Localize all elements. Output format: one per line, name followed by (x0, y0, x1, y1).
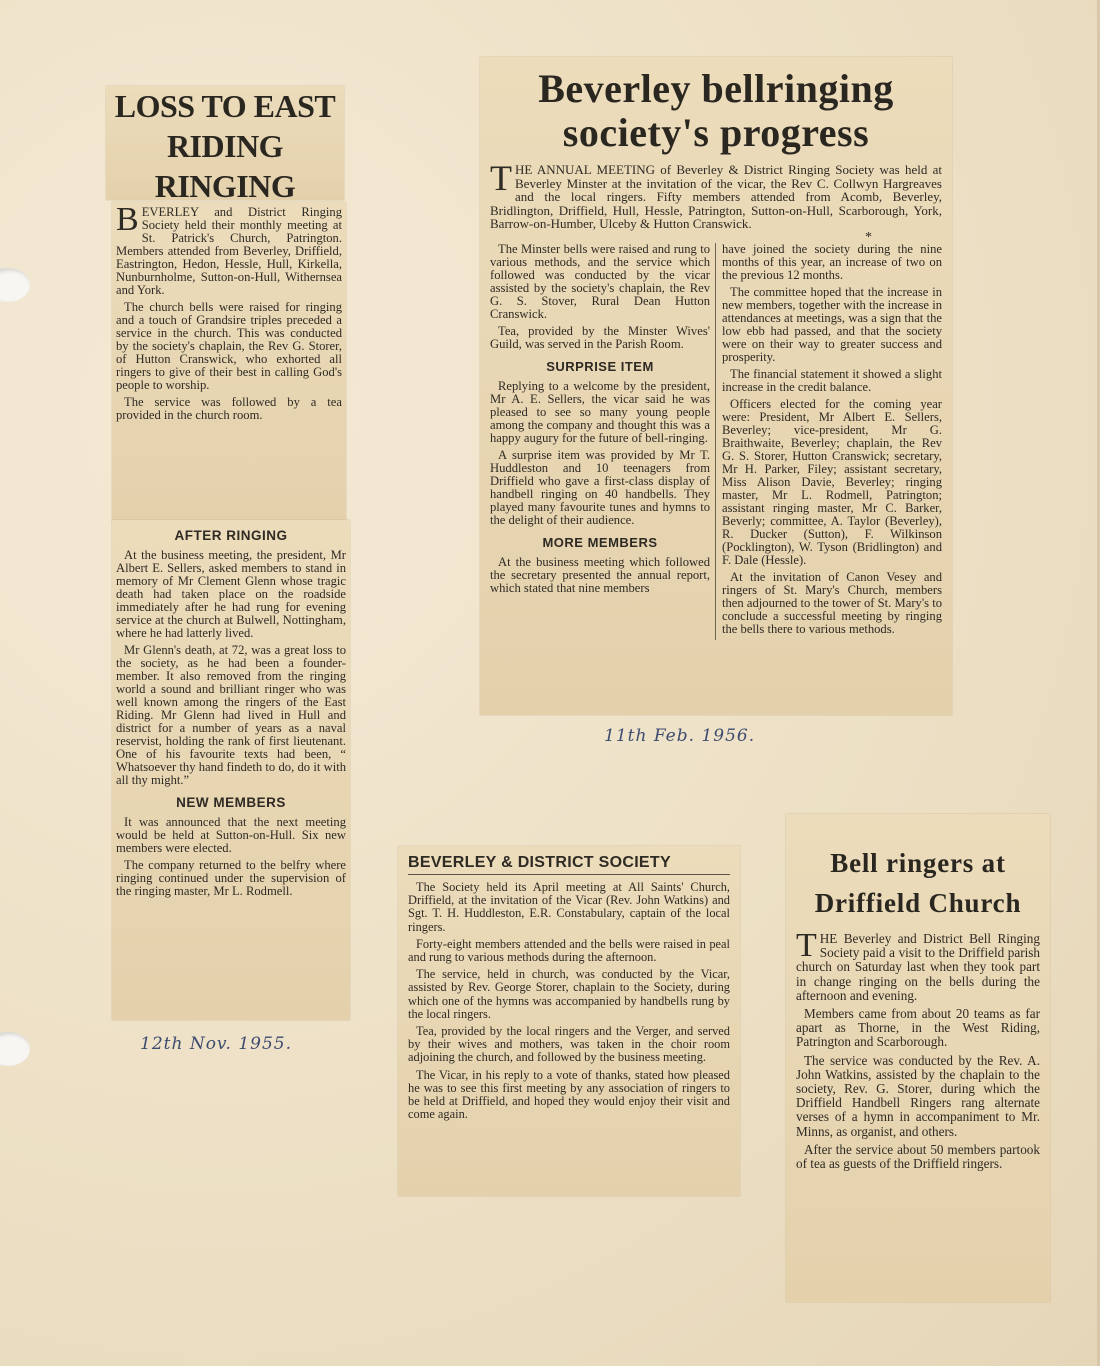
headline-line: RINGING (154, 168, 296, 200)
headline-line: Driffield Church (814, 888, 1022, 918)
clipping-loss-to-east-riding-headline (106, 86, 344, 200)
separator-star: * (865, 229, 872, 245)
paragraph: The service was conducted by the Rev. A. John Watkins, assisted by the chaplain to the society, Rev. G. Storer, during which the Driffield Handbell Ringers rang alternate verses of a hymn in accompaniment to Mr. Minns, as organist, and others. (796, 1052, 1040, 1139)
right-column (722, 243, 942, 640)
paragraph: It was announced that the next meeting would be held at Sutton-on-Hull. Six new members were elected. (116, 815, 346, 855)
headline-line: Bell ringers at (830, 848, 1006, 878)
handwritten-date: 12th Nov. 1955. (140, 1034, 292, 1054)
headline: BEVERLEY & DISTRICT SOCIETY (408, 854, 730, 875)
paragraph: The Society held its April meeting at All Saints' Church, Driffield, at the invitation of the Vicar (Rev. John Watkins) and Sgt. T. H. Huddleston, E.R. Constabulary, captain of the local ringers. (408, 880, 730, 934)
paragraph: The company returned to the belfry where ringing continued under the supervision of the ringing master, Mr L. Rodmell. (116, 858, 346, 898)
paragraph: have joined the society during the nine months of this year, an increase of two on the previous 12 months. (722, 241, 942, 282)
lead-paragraph: THE ANNUAL MEETING of Beverley & District Ringing Society was held at Beverley Minster at the invitation of the vicar, the Rev C. Collwyn Hargreaves and the local ringers. Fifty members attended from Acomb, Beverley, Bridlington, Driffield, Hull, Hessle, Patrington, Sutton-on-Hull, Scarborough, York, Barrow-on-Humber, Ulceby & Hutton Cranswick. (490, 158, 942, 232)
paragraph: Forty-eight members attended and the bells were raised in peal and rung to various methods during the afternoon. (408, 936, 730, 965)
subheading: SURPRISE ITEM (546, 358, 654, 374)
paragraph: Replying to a welcome by the president, Mr A. E. Sellers, the vicar said he was pleased to see so many young people among the company and thought this was a happy augury for the future of bell-ringing. (490, 378, 710, 445)
clipping-beverley-bellringing (480, 57, 952, 715)
dropcap: T (796, 927, 817, 964)
paragraph: The financial statement it showed a slight increase in the credit balance. (722, 366, 942, 394)
paragraph: Mr Glenn's death, at 72, was a great loss to the society, as he had been a founder-member. It also removed from the ringing world a sound and brilliant ringer who was well known among the ringers of the East Riding. Mr Glenn had lived in Hull and district for a number of years as a naval reservist, holding the rank of first lieutenant. One of his favourite texts had been, “ Whatsoever thy hand findeth to do, do it with all thy might.” (116, 643, 346, 787)
paragraph: The Vicar, in his reply to a vote of thanks, stated how pleased he was to see this first meeting by any association of ringers to be held at Driffield, and hoped they would enjoy their visit and come again. (408, 1067, 730, 1122)
paragraph: At the business meeting which followed the secretary presented the annual report, which stated that nine members (490, 554, 710, 595)
paragraph: THE Beverley and District Bell Ringing Society paid a visit to the Driffield parish church on Saturday last when they took part in change ringing on the bells during the afternoon and evening. (796, 927, 1040, 1003)
left-column (490, 243, 716, 640)
paragraph: The committee hoped that the increase in new members, together with the increase in attendances at meetings, was a sign that the low ebb had passed, and that the society were on their way to greater success and prosperity. (722, 284, 942, 364)
clipping-loss-to-east-riding-body-bottom (112, 520, 350, 1020)
clipping-bell-ringers-driffield (786, 814, 1050, 1302)
punch-hole-top (0, 268, 30, 302)
paragraph: Tea, provided by the Minster Wives' Guild, was served in the Parish Room. (490, 323, 710, 351)
article-columns (490, 243, 942, 640)
headline-line: Beverley bellringing (538, 66, 894, 111)
paragraph: BEVERLEY and District Ringing Society held their monthly meeting at St. Patrick's Church, Patrington. Members attended from Beverley, Driffield, Eastrington, Hedon, Hessle, Hull, Kirkella, Nunburnholme, Sutton-on-Hull, Withernsea and York. (116, 202, 342, 297)
clipping-beverley-district-society (398, 846, 740, 1196)
subheading: MORE MEMBERS (542, 534, 658, 550)
paragraph: At the business meeting, the president, Mr Albert E. Sellers, asked members to stand in memory of Mr Clement Glenn whose tragic death had taken place on the roadside immediately after he had rung for evening service at the church at Bulwell, Nottingham, where he had latterly lived. (116, 548, 346, 640)
headline-line: society's progress (562, 110, 870, 155)
punch-hole-bottom (0, 1032, 30, 1066)
paragraph: After the service about 50 members partook of tea as guests of the Driffield ringers. (796, 1141, 1040, 1172)
paragraph: At the invitation of Canon Vesey and ringers of St. Mary's Church, members then adjourned to the tower of St. Mary's to conclude a successful meeting by ringing the bells there to various methods. (722, 569, 942, 636)
paragraph: Officers elected for the coming year were: President, Mr Albert E. Sellers, Beverley; vice-president, Mr G. Braithwaite, Beverley; chaplain, the Rev G. S. Storer, Hutton Cranswick; secretary, Mr H. Parker, Filey; assistant secretary, Miss Alison Davie, Beverley; ringing master, Mr L. Rodmell, Patrington; assistant ringing master, Mr C. Barker, Beverly; committee, A. Taylor (Beverley), R. Ducker (Sutton), F. Wilkinson (Pocklington), W. Tyson (Bridlington) and F. Dale (Hessle). (722, 396, 942, 567)
paragraph: Tea, provided by the local ringers and the Verger, and served by their wives and mothers, was taken in the choir room adjoining the church, and followed by the business meeting. (408, 1024, 730, 1065)
paragraph: Members came from about 20 teams as far apart as Thorne, in the West Riding, Patrington and Scarborough. (796, 1006, 1040, 1050)
paragraph: The service was followed by a tea provided in the church room. (116, 395, 342, 422)
paragraph: The church bells were raised for ringing and a touch of Grandsire triples preceded a service in the church. This was conducted by the society's chaplain, the Rev G. Storer, of Hutton Cranswick, who exhorted all ringers to give of their best in calling God's people to worship. (116, 300, 342, 392)
paragraph: The service, held in church, was conducted by the Vicar, assisted by Rev. George Storer, chaplain to the Society, during which one of the hymns was accompanied by handbells rung by the local ringers. (408, 967, 730, 1021)
subheading: NEW MEMBERS (176, 795, 286, 810)
headline-line: LOSS TO EAST (114, 88, 336, 124)
paragraph: A surprise item was provided by Mr T. Huddleston and 10 teenagers from Driffield who gave a first-class display of handbell ringing on 40 handbells. They played many favourite tunes and hymns to the delight of their audience. (490, 447, 710, 527)
subheading: AFTER RINGING (174, 528, 288, 543)
paragraph: The Minster bells were raised and rung to various methods, and the service which followed was conducted by the vicar assisted by the society's chaplain, the Rev G. S. Stover, Rural Dean Hutton Cranswick. (490, 241, 710, 321)
clipping-loss-to-east-riding-body-top (112, 202, 346, 522)
dropcap: B (116, 202, 139, 238)
dropcap: T (490, 158, 512, 198)
headline-line: RIDING (166, 128, 284, 164)
handwritten-date: 11th Feb. 1956. (604, 726, 756, 746)
